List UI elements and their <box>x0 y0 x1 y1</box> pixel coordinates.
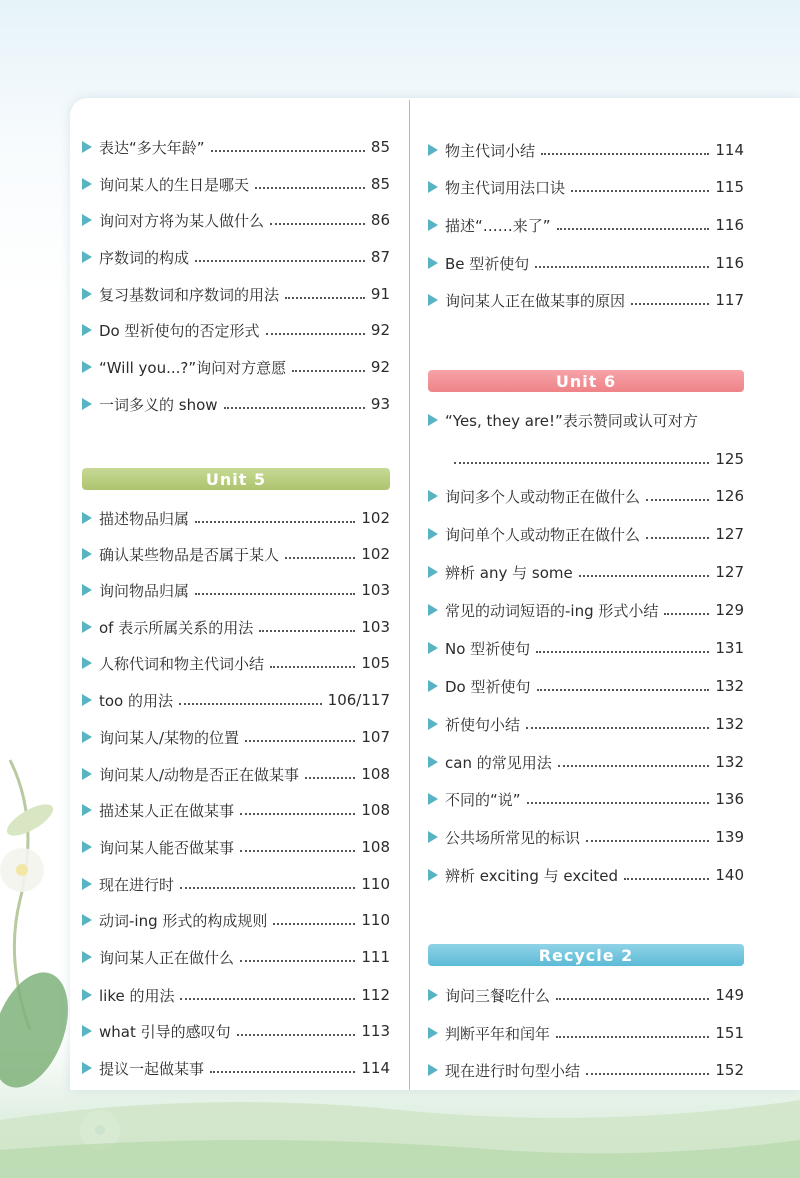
bullet-triangle-icon <box>428 989 438 1001</box>
toc-entry[interactable]: too 的用法 106/117 <box>82 687 390 713</box>
page-number: 102 <box>361 509 390 527</box>
toc-entry[interactable]: 提议一起做某事 114 <box>82 1055 390 1081</box>
page-number: 87 <box>370 248 390 266</box>
bullet-triangle-icon <box>82 768 92 780</box>
page-number: 91 <box>370 285 390 303</box>
bullet-triangle-icon <box>428 490 438 502</box>
page-number: 152 <box>715 1061 744 1079</box>
toc-entry[interactable]: 判断平年和闰年 151 <box>428 1020 744 1046</box>
page-number: 102 <box>361 545 390 563</box>
toc-entry[interactable]: what 引导的感叹句 113 <box>82 1018 390 1044</box>
toc-entry[interactable]: 询问单个人或动物正在做什么 127 <box>428 521 744 547</box>
toc-entry-multiline[interactable]: “Yes, they are!”表示赞同或认可对方 <box>428 407 744 433</box>
bullet-triangle-icon <box>82 548 92 560</box>
bullet-triangle-icon <box>82 989 92 1001</box>
bullet-triangle-icon <box>428 144 438 156</box>
page-number: 139 <box>715 828 744 846</box>
bullet-triangle-icon <box>428 718 438 730</box>
toc-entry-continuation[interactable] <box>428 446 744 472</box>
unit6-heading: Unit 6 <box>428 370 744 392</box>
bullet-triangle-icon <box>428 1027 438 1039</box>
toc-entry[interactable]: 物主代词用法口诀 115 <box>428 174 744 200</box>
toc-entry[interactable]: 询问某人能否做某事 108 <box>82 834 390 860</box>
page-number: 132 <box>715 753 744 771</box>
bullet-triangle-icon <box>82 584 92 596</box>
toc-entry[interactable]: 询问某人/动物是否正在做某事 108 <box>82 761 390 787</box>
page-number: 103 <box>361 618 390 636</box>
unit5-heading: Unit 5 <box>82 468 390 490</box>
toc-entry[interactable]: 表达“多大年龄” 85 <box>82 134 390 160</box>
page-number: 103 <box>361 581 390 599</box>
toc-entry[interactable]: 动词-ing 形式的构成规则 110 <box>82 907 390 933</box>
toc-entry[interactable]: 确认某些物品是否属于某人 102 <box>82 541 390 567</box>
toc-entry[interactable]: 描述物品归属 102 <box>82 505 390 531</box>
toc-entry[interactable]: 物主代词小结 114 <box>428 137 744 163</box>
bullet-triangle-icon <box>82 251 92 263</box>
page-number: 105 <box>361 654 390 672</box>
bullet-triangle-icon <box>428 566 438 578</box>
bullet-triangle-icon <box>82 694 92 706</box>
bullet-triangle-icon <box>428 680 438 692</box>
bullet-triangle-icon <box>82 731 92 743</box>
toc-entry[interactable]: Be 型祈使句 116 <box>428 250 744 276</box>
page-number: 110 <box>361 911 390 929</box>
page-number: 132 <box>715 715 744 733</box>
page-number: 126 <box>715 487 744 505</box>
toc-entry[interactable]: 询问某人的生日是哪天 85 <box>82 171 390 197</box>
toc-entry[interactable]: “Will you...?”询问对方意愿 92 <box>82 354 390 380</box>
toc-entry[interactable]: 现在进行时句型小结 152 <box>428 1057 744 1083</box>
toc-entry[interactable]: 描述某人正在做某事 108 <box>82 797 390 823</box>
bullet-triangle-icon <box>82 324 92 336</box>
page-number: 114 <box>361 1059 390 1077</box>
column-divider <box>409 100 410 1090</box>
toc-entry[interactable]: 不同的“说” 136 <box>428 786 744 812</box>
bullet-triangle-icon <box>428 414 438 426</box>
bullet-triangle-icon <box>82 214 92 226</box>
page-number: 85 <box>370 175 390 193</box>
toc-entry[interactable]: 复习基数词和序数词的用法 91 <box>82 281 390 307</box>
toc-entry[interactable]: 询问某人正在做什么 111 <box>82 944 390 970</box>
page-number: 111 <box>361 948 390 966</box>
bullet-triangle-icon <box>82 621 92 633</box>
bullet-triangle-icon <box>82 1062 92 1074</box>
bullet-triangle-icon <box>428 869 438 881</box>
page-number: 112 <box>361 986 390 1004</box>
page-number: 107 <box>361 728 390 746</box>
page-number: 125 <box>715 450 744 468</box>
bullet-triangle-icon <box>428 257 438 269</box>
bullet-triangle-icon <box>428 181 438 193</box>
page-number: 116 <box>715 216 744 234</box>
toc-entry[interactable]: 序数词的构成 87 <box>82 244 390 270</box>
bullet-triangle-icon <box>428 793 438 805</box>
bullet-triangle-icon <box>82 288 92 300</box>
page-number: 106/117 <box>327 691 390 709</box>
toc-entry[interactable]: 祈使句小结 132 <box>428 711 744 737</box>
page-number: 86 <box>370 211 390 229</box>
page-number: 93 <box>370 395 390 413</box>
page-number: 108 <box>361 801 390 819</box>
toc-entry[interactable]: 一词多义的 show 93 <box>82 391 390 417</box>
toc-entry[interactable]: of 表示所属关系的用法 103 <box>82 614 390 640</box>
page-number: 140 <box>715 866 744 884</box>
bullet-triangle-icon <box>82 398 92 410</box>
bullet-triangle-icon <box>82 841 92 853</box>
bullet-triangle-icon <box>82 878 92 890</box>
page-number: 92 <box>370 321 390 339</box>
toc-entry[interactable]: Do 型祈使句的否定形式 92 <box>82 317 390 343</box>
toc-entry[interactable]: 描述“……来了” 116 <box>428 212 744 238</box>
toc-entry[interactable]: 询问对方将为某人做什么 86 <box>82 207 390 233</box>
bullet-triangle-icon <box>428 756 438 768</box>
toc-entry[interactable]: 询问多个人或动物正在做什么 126 <box>428 483 744 509</box>
toc-entry[interactable]: 询问某人/某物的位置 107 <box>82 724 390 750</box>
bullet-triangle-icon <box>82 914 92 926</box>
page-number: 132 <box>715 677 744 695</box>
page-number: 131 <box>715 639 744 657</box>
bullet-triangle-icon <box>82 141 92 153</box>
page-number: 85 <box>370 138 390 156</box>
page-number: 110 <box>361 875 390 893</box>
toc-entry[interactable]: 人称代词和物主代词小结 105 <box>82 650 390 676</box>
toc-entry[interactable]: 辨析 any 与 some 127 <box>428 559 744 585</box>
toc-entry[interactable]: No 型祈使句 131 <box>428 635 744 661</box>
page-number: 108 <box>361 765 390 783</box>
page-number: 136 <box>715 790 744 808</box>
page-number: 129 <box>715 601 744 619</box>
bullet-triangle-icon <box>82 804 92 816</box>
toc-entry[interactable]: 辨析 exciting 与 excited 140 <box>428 862 744 888</box>
bullet-triangle-icon <box>82 512 92 524</box>
page-number: 149 <box>715 986 744 1004</box>
toc-entry[interactable]: like 的用法 112 <box>82 982 390 1008</box>
page-number: 116 <box>715 254 744 272</box>
bullet-triangle-icon <box>428 294 438 306</box>
page-number: 127 <box>715 525 744 543</box>
bullet-triangle-icon <box>82 361 92 373</box>
bullet-triangle-icon <box>428 528 438 540</box>
bullet-triangle-icon <box>82 1025 92 1037</box>
bullet-triangle-icon <box>82 178 92 190</box>
toc-entry[interactable]: 常见的动词短语的-ing 形式小结 129 <box>428 597 744 623</box>
bullet-triangle-icon <box>428 604 438 616</box>
toc-entry[interactable]: Do 型祈使句 132 <box>428 673 744 699</box>
bullet-triangle-icon <box>428 1064 438 1076</box>
bullet-triangle-icon <box>428 642 438 654</box>
bullet-triangle-icon <box>428 219 438 231</box>
page-number: 113 <box>361 1022 390 1040</box>
toc-entry[interactable]: 询问某人正在做某事的原因 117 <box>428 287 744 313</box>
recycle2-heading: Recycle 2 <box>428 944 744 966</box>
toc-entry[interactable]: can 的常见用法 132 <box>428 749 744 775</box>
page-number: 108 <box>361 838 390 856</box>
toc-entry[interactable]: 公共场所常见的标识 139 <box>428 824 744 850</box>
toc-entry[interactable]: 现在进行时 110 <box>82 871 390 897</box>
toc-entry[interactable]: 询问三餐吃什么 149 <box>428 982 744 1008</box>
bullet-triangle-icon <box>428 831 438 843</box>
page-number: 151 <box>715 1024 744 1042</box>
grass-decoration <box>0 1080 800 1178</box>
page-number: 114 <box>715 141 744 159</box>
page-number: 117 <box>715 291 744 309</box>
page-number: 115 <box>715 178 744 196</box>
toc-entry[interactable]: 询问物品归属 103 <box>82 577 390 603</box>
page-number: 92 <box>370 358 390 376</box>
bullet-triangle-icon <box>82 951 92 963</box>
bullet-triangle-icon <box>82 657 92 669</box>
page-number: 127 <box>715 563 744 581</box>
